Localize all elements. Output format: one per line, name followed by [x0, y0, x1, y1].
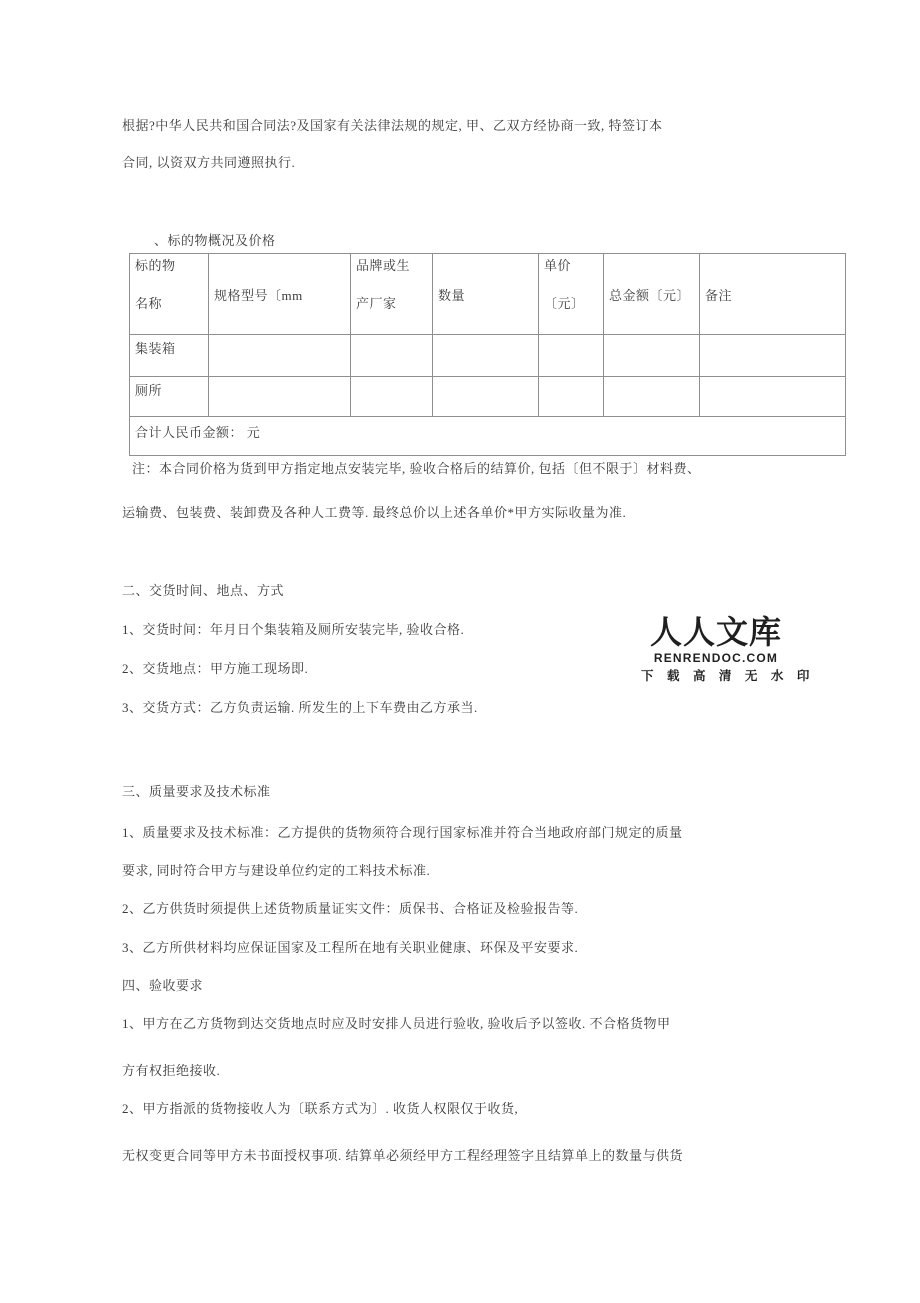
header-cell-quantity: 数量 — [433, 254, 539, 335]
table-total-row — [130, 417, 846, 456]
goods-price-table — [129, 253, 846, 456]
header-unit-price-line2: 〔元〕 — [544, 296, 585, 311]
row-container-unit-price-cell — [539, 335, 604, 377]
header-cell-brand — [351, 254, 433, 335]
row-toilet-quantity-cell — [433, 377, 539, 417]
row-toilet-total-cell — [604, 377, 700, 417]
row-toilet-remark-cell — [700, 377, 846, 417]
section2-clause: 1、交货时间：年月日个集装箱及厕所安装完毕, 验收合格. — [122, 622, 465, 637]
section4-clause: 1、甲方在乙方货物到达交货地点时应及时安排人员进行验收, 验收后予以签收. 不合格货物甲 — [122, 1016, 671, 1031]
section3-clause: 2、乙方供货时须提供上述货物质量证实文件：质保书、合格证及检验报告等. — [122, 901, 579, 916]
watermark-domain: RENRENDOC.COM — [653, 651, 779, 665]
row-container-remark-cell — [700, 335, 846, 377]
total-amount-cell: 合计人民币金额： 元 — [130, 417, 846, 456]
table-row-container — [130, 335, 846, 377]
intro-line: 根据?中华人民共和国合同法?及国家有关法律法规的规定, 甲、乙双方经协商一致, 特签订本 — [122, 118, 663, 133]
header-brand-line2: 产厂家 — [356, 296, 397, 311]
row-toilet-brand-cell — [351, 377, 433, 417]
section3-heading: 三、质量要求及技术标准 — [122, 784, 271, 799]
header-name-line2: 名称 — [135, 296, 163, 311]
row-container-quantity-cell — [433, 335, 539, 377]
table-note-line: 注：本合同价格为货到甲方指定地点安装完毕, 验收合格后的结算价, 包括〔但不限于〕材料费、 — [132, 461, 701, 476]
header-cell-total-amount: 总金额〔元〕 — [604, 254, 700, 335]
table-header-row — [130, 254, 846, 335]
row-toilet-spec-cell — [209, 377, 351, 417]
header-cell-spec: 规格型号〔mm — [209, 254, 351, 335]
header-cell-unit-price — [539, 254, 604, 335]
header-brand-line1: 品牌或生 — [356, 258, 411, 273]
section3-clause: 3、乙方所供材料均应保证国家及工程所在地有关职业健康、环保及平安要求. — [122, 940, 579, 955]
section3-clause: 1、质量要求及技术标准：乙方提供的货物须符合现行国家标准并符合当地政府部门规定的质量 — [122, 825, 683, 840]
section2-clause: 3、交货方式：乙方负责运输. 所发生的上下车费由乙方承当. — [122, 700, 478, 715]
section3-clause: 要求, 同时符合甲方与建设单位约定的工料技术标准. — [122, 863, 431, 878]
watermark-logo-text: 人人文库 — [649, 614, 782, 650]
section4-clause: 2、甲方指派的货物接收人为〔联系方式为〕. 收货人权限仅于收货, — [122, 1101, 519, 1116]
intro-line: 合同, 以资双方共同遵照执行. — [122, 155, 296, 170]
header-cell-name — [130, 254, 209, 335]
section2-clause: 2、交货地点：甲方施工现场即. — [122, 661, 309, 676]
header-unit-price-line1: 单价 — [544, 258, 572, 273]
watermark-tagline: 下 载 高 清 无 水 印 — [641, 669, 815, 683]
row-container-total-cell — [604, 335, 700, 377]
row-toilet-name-cell: 厕所 — [130, 377, 209, 417]
row-container-name-cell: 集装箱 — [130, 335, 209, 377]
section1-heading: 、标的物概况及价格 — [154, 233, 276, 248]
table-row-toilet — [130, 377, 846, 417]
header-cell-remark: 备注 — [700, 254, 846, 335]
section4-clause: 无权变更合同等甲方未书面授权事项. 结算单必须经甲方工程经理签字且结算单上的数量与供货 — [122, 1148, 684, 1163]
section2-heading: 二、交货时间、地点、方式 — [122, 583, 285, 598]
section4-clause: 方有权拒绝接收. — [122, 1063, 221, 1078]
header-name-line1: 标的物 — [135, 258, 176, 273]
table-note-line: 运输费、包装费、装卸费及各种人工费等. 最终总价以上述各单价*甲方实际收量为准. — [122, 505, 627, 520]
section4-heading: 四、验收要求 — [122, 978, 204, 993]
row-container-spec-cell — [209, 335, 351, 377]
watermark — [641, 614, 815, 683]
row-container-brand-cell — [351, 335, 433, 377]
row-toilet-unit-price-cell — [539, 377, 604, 417]
